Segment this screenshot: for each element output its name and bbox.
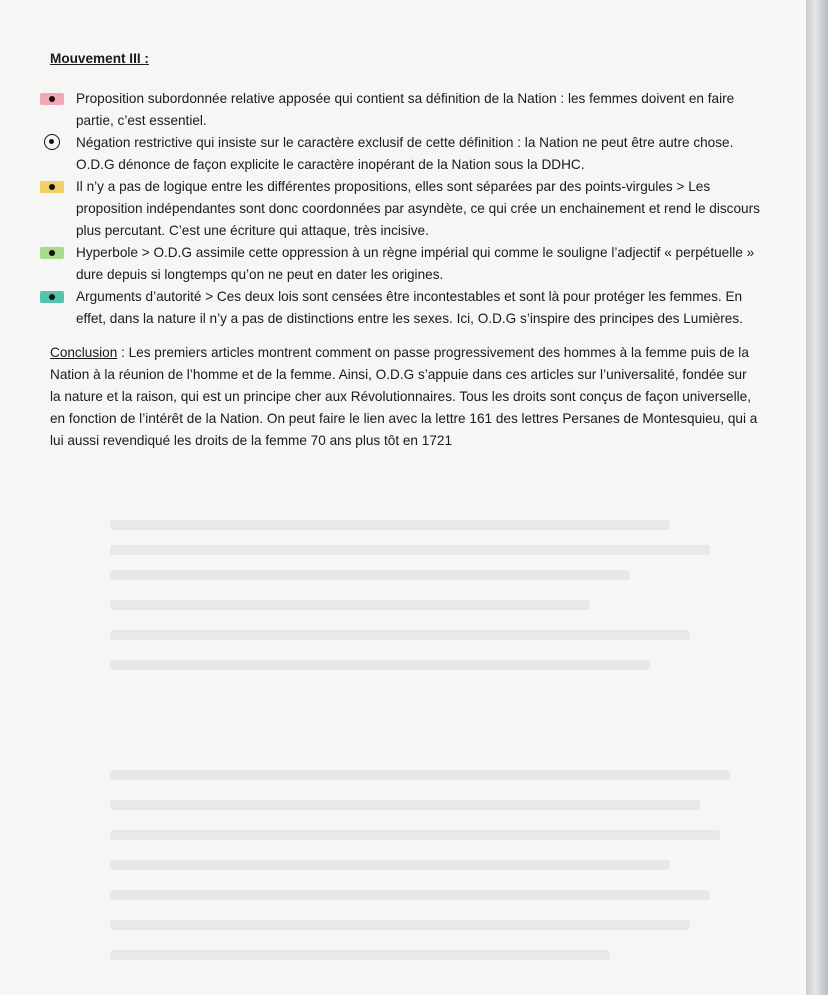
bleed-through-line — [110, 600, 590, 610]
bleed-through-line — [110, 950, 610, 960]
bleed-through-line — [110, 545, 710, 555]
bleed-through-line — [110, 800, 700, 810]
list-item-text: Hyperbole > O.D.G assimile cette oppression à un règne impérial qui comme le souligne l’adjectif « perpétuelle » dure depuis si longtemps qu’on ne peut en dater les origines. — [76, 245, 755, 282]
conclusion-text: : Les premiers articles montrent comment on passe progressivement des hommes à la femme puis de la Nation à la réunion de l’homme et de la femme. Ainsi, O.D.G s’appuie dans ces articles sur l’universalité, fondée sur la nature et la raison, qui est un principe cher aux Révolutionnaires. Tous les droits sont conçus de façon universelle, en fonction de l’intérêt de la Nation. On peut faire le lien avec la lettre 161 des lettres Persanes de Montesquieu, qui a lui aussi revendiqué les droits de la femme 70 ans plus tôt en 1721 — [50, 345, 758, 448]
bleed-through-line — [110, 770, 730, 780]
bleed-through-line — [110, 920, 690, 930]
list-item-text: Négation restrictive qui insiste sur le caractère exclusif de cette définition : la Nation ne peut être autre chose. O.D.G dénonce de façon explicite le caractère inopérant de la Nation sous la DDHC. — [76, 135, 734, 172]
list-item — [50, 88, 760, 132]
bleed-through-line — [110, 520, 670, 530]
bleed-through-line — [110, 660, 650, 670]
list-item-text: Proposition subordonnée relative apposée qui contient sa définition de la Nation : les femmes doivent en faire partie, c’est essentiel. — [76, 91, 735, 128]
bleed-through-line — [110, 890, 710, 900]
conclusion-label: Conclusion — [50, 345, 118, 360]
document-body — [50, 48, 760, 452]
list-item — [50, 132, 760, 176]
list-item-text: Il n’y a pas de logique entre les différentes propositions, elles sont séparées par des points-virgules > Les proposition indépendantes sont donc coordonnées par asyndète, ce qui crée un enchainement et rend le discours plus percutant. C’est une écriture qui attaque, très incisive. — [76, 179, 760, 238]
list-item — [50, 242, 760, 286]
bleed-through-line — [110, 830, 720, 840]
conclusion-paragraph — [50, 342, 760, 452]
yellow-highlight-bullet-icon — [40, 181, 64, 193]
bleed-through-line — [110, 860, 670, 870]
bleed-through-line — [110, 630, 690, 640]
list-item — [50, 176, 760, 242]
teal-highlight-bullet-icon — [40, 291, 64, 303]
list-item — [50, 286, 760, 330]
pink-highlight-bullet-icon — [40, 93, 64, 105]
bleed-through-line — [110, 570, 630, 580]
list-item-text: Arguments d’autorité > Ces deux lois sont censées être incontestables et sont là pour protéger les femmes. En effet, dans la nature il n’y a pas de distinctions entre les sexes. Ici, O.D.G s’inspire des principes des Lumières. — [76, 289, 743, 326]
circled-bullet-icon — [44, 134, 60, 150]
section-heading: Mouvement III : — [50, 51, 149, 66]
green-highlight-bullet-icon — [40, 247, 64, 259]
binder-edge — [806, 0, 828, 995]
